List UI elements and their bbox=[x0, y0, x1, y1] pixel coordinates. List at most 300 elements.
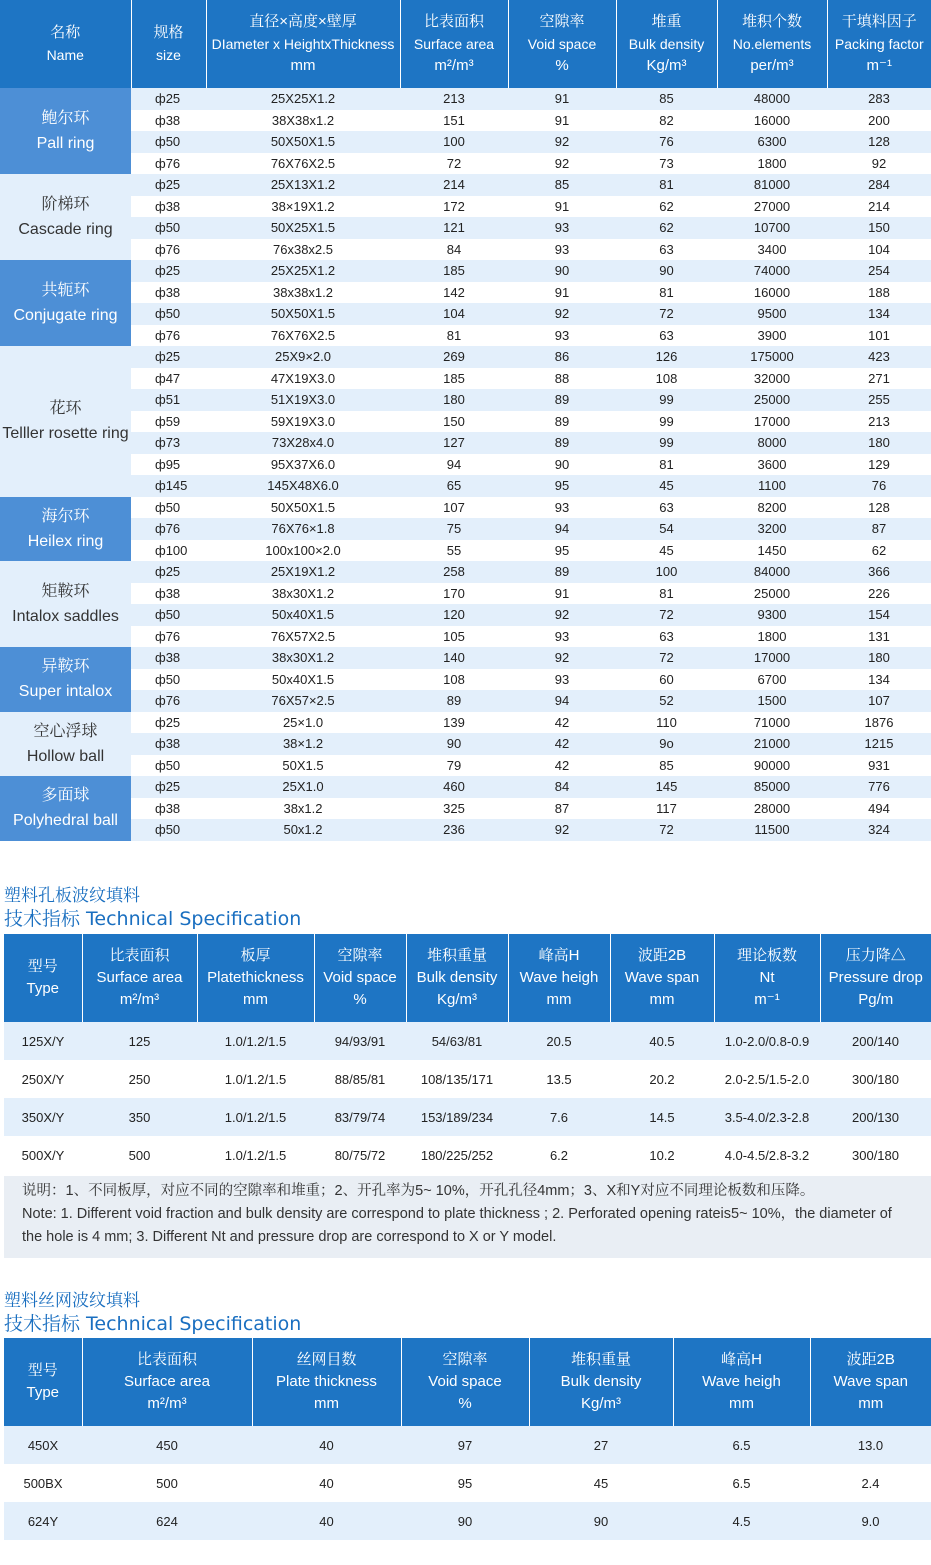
table-cell: 185 bbox=[400, 260, 508, 282]
packing-type-cn: 共轭环 bbox=[41, 282, 90, 299]
table-cell: 500X/Y bbox=[4, 1136, 82, 1174]
column-header bbox=[529, 1338, 673, 1426]
table-cell: 104 bbox=[827, 239, 931, 261]
table-cell: 200 bbox=[827, 110, 931, 132]
table-cell: 89 bbox=[508, 389, 616, 411]
section-title-wiremesh bbox=[4, 1290, 301, 1336]
table-cell: 127 bbox=[400, 432, 508, 454]
table-cell: 6300 bbox=[717, 131, 827, 153]
table-cell: 74000 bbox=[717, 260, 827, 282]
table-cell: 92 bbox=[827, 153, 931, 175]
table-cell: 75 bbox=[400, 518, 508, 540]
table-cell: 93 bbox=[508, 669, 616, 691]
table-cell: 500 bbox=[82, 1464, 252, 1502]
column-header bbox=[714, 934, 820, 1022]
packing-type-cell bbox=[0, 260, 131, 346]
table-cell: ф76 bbox=[131, 325, 206, 347]
table-cell: 97 bbox=[401, 1426, 529, 1464]
column-header bbox=[400, 0, 508, 88]
table-cell: 200/140 bbox=[820, 1022, 931, 1060]
column-header-en: Surface area bbox=[124, 1373, 210, 1390]
column-header-en: Void space bbox=[428, 1373, 502, 1390]
column-header-unit: mm bbox=[858, 1395, 884, 1412]
table-cell: 62 bbox=[616, 196, 717, 218]
column-header-unit: m²/m³ bbox=[119, 991, 160, 1008]
table-cell: 6.5 bbox=[673, 1464, 810, 1502]
column-header bbox=[82, 1338, 252, 1426]
table-cell: 93 bbox=[508, 497, 616, 519]
column-header-en: Type bbox=[26, 980, 60, 997]
table-cell: 50X1.5 bbox=[206, 755, 400, 777]
column-header-cn: 波距2B bbox=[637, 947, 687, 964]
table-cell: 258 bbox=[400, 561, 508, 583]
table-cell: 90000 bbox=[717, 755, 827, 777]
table-cell: 108 bbox=[400, 669, 508, 691]
column-header-cn: 名称 bbox=[50, 24, 81, 41]
column-header-cn: 型号 bbox=[27, 1362, 58, 1379]
column-header-cn: 理论板数 bbox=[736, 947, 797, 964]
table-cell: 1450 bbox=[717, 540, 827, 562]
table-cell: 25X1.0 bbox=[206, 776, 400, 798]
packing-type-en: Intalox saddles bbox=[12, 608, 119, 625]
table-cell: 91 bbox=[508, 583, 616, 605]
table-cell: 134 bbox=[827, 669, 931, 691]
table-cell: 460 bbox=[400, 776, 508, 798]
table-cell: 65 bbox=[400, 475, 508, 497]
table-cell: 50x40X1.5 bbox=[206, 669, 400, 691]
column-header-unit: mm bbox=[243, 991, 268, 1008]
table-row bbox=[0, 647, 931, 669]
table-cell: 42 bbox=[508, 712, 616, 734]
table-cell: 283 bbox=[827, 88, 931, 110]
table-cell: 13.0 bbox=[810, 1426, 931, 1464]
table-cell: 624Y bbox=[4, 1502, 82, 1540]
column-header-en: Type bbox=[26, 1384, 60, 1401]
column-header-en: No.elements bbox=[732, 36, 812, 52]
table-cell: ф25 bbox=[131, 346, 206, 368]
section-title-perforated bbox=[4, 885, 301, 931]
column-header bbox=[0, 0, 131, 88]
table-cell: 1500 bbox=[717, 690, 827, 712]
table-row bbox=[4, 1464, 931, 1502]
table-row bbox=[4, 1022, 931, 1060]
table-cell: 284 bbox=[827, 174, 931, 196]
table-cell: 92 bbox=[508, 153, 616, 175]
table-row bbox=[0, 583, 931, 605]
table-cell: 3.5-4.0/2.3-2.8 bbox=[714, 1098, 820, 1136]
table-cell: 107 bbox=[400, 497, 508, 519]
column-header-unit: Kg/m³ bbox=[436, 991, 477, 1008]
table-row bbox=[0, 88, 931, 110]
table-cell: 325 bbox=[400, 798, 508, 820]
table-cell: 120 bbox=[400, 604, 508, 626]
table-row bbox=[0, 755, 931, 777]
table-cell: 8200 bbox=[717, 497, 827, 519]
column-header-en: DIameter x HeightxThickness bbox=[211, 36, 395, 52]
table-cell: 125X/Y bbox=[4, 1022, 82, 1060]
table-row bbox=[0, 217, 931, 239]
table-cell: 117 bbox=[616, 798, 717, 820]
table-cell: 450X bbox=[4, 1426, 82, 1464]
table-cell: 1800 bbox=[717, 153, 827, 175]
table-row bbox=[4, 1426, 931, 1464]
table-cell: 91 bbox=[508, 196, 616, 218]
table-row bbox=[0, 432, 931, 454]
table-cell: ф25 bbox=[131, 712, 206, 734]
table-cell: 350 bbox=[82, 1098, 197, 1136]
packing-type-cn: 空心浮球 bbox=[33, 722, 98, 740]
table-cell: 17000 bbox=[717, 411, 827, 433]
column-header-unit: mm bbox=[314, 1395, 339, 1412]
table-cell: 100x100×2.0 bbox=[206, 540, 400, 562]
table-cell: 52 bbox=[616, 690, 717, 712]
column-header-cn: 空隙率 bbox=[337, 947, 383, 964]
column-header bbox=[820, 934, 931, 1022]
table-cell: 108 bbox=[616, 368, 717, 390]
table-cell: 269 bbox=[400, 346, 508, 368]
table-cell: 213 bbox=[827, 411, 931, 433]
table-cell: 76x38x2.5 bbox=[206, 239, 400, 261]
column-header-en: size bbox=[156, 47, 181, 63]
column-header-unit: m²/m³ bbox=[434, 57, 474, 74]
table-cell: 99 bbox=[616, 432, 717, 454]
table-cell: 450 bbox=[82, 1426, 252, 1464]
table-cell: 151 bbox=[400, 110, 508, 132]
table-cell: 91 bbox=[508, 88, 616, 110]
table-cell: 20.2 bbox=[610, 1060, 714, 1098]
table-row bbox=[0, 368, 931, 390]
packing-type-cn: 鲍尔环 bbox=[41, 110, 90, 127]
table-cell: 21000 bbox=[717, 733, 827, 755]
table-cell: 17000 bbox=[717, 647, 827, 669]
column-header-unit: m⁻¹ bbox=[866, 57, 892, 74]
column-header bbox=[252, 1338, 401, 1426]
table-cell: 72 bbox=[616, 647, 717, 669]
table-cell: 9300 bbox=[717, 604, 827, 626]
table-cell: 126 bbox=[616, 346, 717, 368]
table-cell: 76 bbox=[616, 131, 717, 153]
table-cell: 50x1.2 bbox=[206, 819, 400, 841]
table-cell: 76 bbox=[827, 475, 931, 497]
table-cell: 3900 bbox=[717, 325, 827, 347]
table-cell: 81 bbox=[616, 282, 717, 304]
column-header-cn: 空隙率 bbox=[539, 13, 585, 30]
table-cell: 85 bbox=[616, 88, 717, 110]
table-cell: ф95 bbox=[131, 454, 206, 476]
table-cell: 271 bbox=[827, 368, 931, 390]
table-cell: 236 bbox=[400, 819, 508, 841]
table-row bbox=[0, 153, 931, 175]
table-cell: 51X19X3.0 bbox=[206, 389, 400, 411]
packing-type-cn: 海尔环 bbox=[41, 507, 90, 525]
section-subtitle: 技术指标 Technical Specification bbox=[4, 908, 302, 930]
table-cell: 72 bbox=[616, 303, 717, 325]
column-header bbox=[810, 1338, 931, 1426]
table-cell: ф38 bbox=[131, 583, 206, 605]
table-cell: 6.5 bbox=[673, 1426, 810, 1464]
table-cell: 50X25X1.5 bbox=[206, 217, 400, 239]
table-cell: 180 bbox=[827, 432, 931, 454]
table-cell: 500BX bbox=[4, 1464, 82, 1502]
table-cell: 76X57X2.5 bbox=[206, 626, 400, 648]
column-header-en: Wave heigh bbox=[702, 1373, 781, 1390]
table-cell: 128 bbox=[827, 497, 931, 519]
table-cell: 63 bbox=[616, 626, 717, 648]
table-cell: 91 bbox=[508, 282, 616, 304]
table-cell: ф59 bbox=[131, 411, 206, 433]
table-cell: ф25 bbox=[131, 174, 206, 196]
column-header bbox=[197, 934, 314, 1022]
table-cell: 11500 bbox=[717, 819, 827, 841]
table-row bbox=[0, 239, 931, 261]
table-row bbox=[0, 110, 931, 132]
table-cell: 93 bbox=[508, 325, 616, 347]
table-cell: 104 bbox=[400, 303, 508, 325]
column-header bbox=[508, 934, 610, 1022]
table-cell: 16000 bbox=[717, 282, 827, 304]
column-header bbox=[4, 934, 82, 1022]
table-row bbox=[0, 411, 931, 433]
packing-type-cell bbox=[0, 561, 131, 647]
table-cell: 14.5 bbox=[610, 1098, 714, 1136]
column-header-unit: % bbox=[458, 1395, 472, 1412]
table-cell: 84 bbox=[508, 776, 616, 798]
table-cell: 25X9×2.0 bbox=[206, 346, 400, 368]
column-header-cn: 比表面积 bbox=[423, 13, 484, 30]
table-cell: ф73 bbox=[131, 432, 206, 454]
table-cell: 55 bbox=[400, 540, 508, 562]
section-title-cn: 塑料丝网波纹填料 bbox=[4, 1291, 140, 1311]
notes-box bbox=[4, 1176, 931, 1258]
table-cell: 85000 bbox=[717, 776, 827, 798]
table-row bbox=[0, 776, 931, 798]
table-cell: 13.5 bbox=[508, 1060, 610, 1098]
table-cell: ф51 bbox=[131, 389, 206, 411]
table-cell: 50X50X1.5 bbox=[206, 303, 400, 325]
table-cell: 50X50X1.5 bbox=[206, 497, 400, 519]
column-header-en: Bulk density bbox=[628, 36, 705, 52]
table-cell: 93 bbox=[508, 217, 616, 239]
table-cell: 180/225/252 bbox=[406, 1136, 508, 1174]
table-cell: 95 bbox=[401, 1464, 529, 1502]
column-header-unit: Kg/m³ bbox=[580, 1395, 621, 1412]
table-row bbox=[4, 1060, 931, 1098]
table-cell: 45 bbox=[529, 1464, 673, 1502]
table-cell: 140 bbox=[400, 647, 508, 669]
table-cell: 1.0/1.2/1.5 bbox=[197, 1136, 314, 1174]
table-cell: 60 bbox=[616, 669, 717, 691]
table-cell: 94 bbox=[508, 690, 616, 712]
table-cell: 94 bbox=[508, 518, 616, 540]
table-cell: 324 bbox=[827, 819, 931, 841]
packing-type-en: Hollow ball bbox=[26, 747, 105, 765]
column-header-unit: m²/m³ bbox=[147, 1395, 187, 1412]
table-cell: 90 bbox=[401, 1502, 529, 1540]
table-cell: 150 bbox=[400, 411, 508, 433]
table-cell: 73X28x4.0 bbox=[206, 432, 400, 454]
column-header bbox=[131, 0, 206, 88]
column-header bbox=[4, 1338, 82, 1426]
table-cell: 25X25X1.2 bbox=[206, 88, 400, 110]
table-cell: 145 bbox=[616, 776, 717, 798]
column-header-unit: mm bbox=[290, 57, 316, 74]
table-cell: 108/135/171 bbox=[406, 1060, 508, 1098]
table-cell: 92 bbox=[508, 131, 616, 153]
table-cell: 175000 bbox=[717, 346, 827, 368]
table-cell: 4.0-4.5/2.8-3.2 bbox=[714, 1136, 820, 1174]
table-cell: ф38 bbox=[131, 196, 206, 218]
table-cell: 38x38x1.2 bbox=[206, 282, 400, 304]
table-cell: 54/63/81 bbox=[406, 1022, 508, 1060]
table-cell: 145X48X6.0 bbox=[206, 475, 400, 497]
table-row bbox=[0, 540, 931, 562]
packing-type-en: Heilex ring bbox=[27, 532, 104, 550]
table-cell: 170 bbox=[400, 583, 508, 605]
column-header-cn: 堆积重量 bbox=[426, 947, 487, 964]
packing-type-en: Polyhedral ball bbox=[13, 812, 118, 830]
table-cell: 45 bbox=[616, 540, 717, 562]
table-cell: 1215 bbox=[827, 733, 931, 755]
table-cell: ф38 bbox=[131, 282, 206, 304]
table-cell: 25×1.0 bbox=[206, 712, 400, 734]
table-cell: 82 bbox=[616, 110, 717, 132]
table-cell: 89 bbox=[508, 411, 616, 433]
table-cell: 76X76×1.8 bbox=[206, 518, 400, 540]
column-header-cn: 比表面积 bbox=[136, 1351, 197, 1368]
table-cell: 59X19X3.0 bbox=[206, 411, 400, 433]
table-cell: 9o bbox=[616, 733, 717, 755]
table-cell: 73 bbox=[616, 153, 717, 175]
table-cell: 38x30X1.2 bbox=[206, 647, 400, 669]
table-row bbox=[4, 1502, 931, 1540]
table-cell: 40.5 bbox=[610, 1022, 714, 1060]
table-cell: 9500 bbox=[717, 303, 827, 325]
packing-type-cell bbox=[0, 346, 131, 497]
table-cell: 9.0 bbox=[810, 1502, 931, 1540]
table-cell: 1.0/1.2/1.5 bbox=[197, 1022, 314, 1060]
table-cell: 105 bbox=[400, 626, 508, 648]
table-cell: 91 bbox=[508, 110, 616, 132]
table-cell: 776 bbox=[827, 776, 931, 798]
table-cell: 254 bbox=[827, 260, 931, 282]
table-cell: 129 bbox=[827, 454, 931, 476]
wire-mesh-spec-table bbox=[4, 1338, 931, 1540]
table-row bbox=[0, 669, 931, 691]
table-cell: 1100 bbox=[717, 475, 827, 497]
table-cell: ф25 bbox=[131, 561, 206, 583]
column-header bbox=[717, 0, 827, 88]
table-cell: 10.2 bbox=[610, 1136, 714, 1174]
column-header-unit: mm bbox=[546, 991, 572, 1008]
table-row bbox=[0, 690, 931, 712]
table-cell: 20.5 bbox=[508, 1022, 610, 1060]
table-cell: 50x40X1.5 bbox=[206, 604, 400, 626]
table-cell: ф47 bbox=[131, 368, 206, 390]
table-cell: 81 bbox=[616, 174, 717, 196]
table-cell: ф76 bbox=[131, 626, 206, 648]
column-header-en: Wave span bbox=[833, 1373, 908, 1390]
packing-type-cn: 多面球 bbox=[41, 787, 90, 805]
column-header-en: Bulk density bbox=[560, 1373, 642, 1390]
table-cell: 38x30X1.2 bbox=[206, 583, 400, 605]
table-cell: 121 bbox=[400, 217, 508, 239]
packing-type-cell bbox=[0, 712, 131, 777]
table-cell: 99 bbox=[616, 411, 717, 433]
table-cell: 8000 bbox=[717, 432, 827, 454]
section-subtitle: 技术指标 Technical Specification bbox=[4, 1313, 302, 1335]
table-cell: 63 bbox=[616, 497, 717, 519]
table-cell: 95 bbox=[508, 475, 616, 497]
table-cell: 92 bbox=[508, 647, 616, 669]
table-cell: 94 bbox=[400, 454, 508, 476]
table-cell: 40 bbox=[252, 1502, 401, 1540]
table-cell: ф76 bbox=[131, 153, 206, 175]
table-cell: 42 bbox=[508, 755, 616, 777]
table-cell: 42 bbox=[508, 733, 616, 755]
packing-type-cell bbox=[0, 174, 131, 260]
column-header-cn: 波距2B bbox=[846, 1351, 895, 1368]
table-cell: 81000 bbox=[717, 174, 827, 196]
table-cell: 494 bbox=[827, 798, 931, 820]
table-row bbox=[0, 454, 931, 476]
table-row bbox=[0, 346, 931, 368]
packing-type-en: Telller rosette ring bbox=[2, 425, 129, 443]
table-row bbox=[0, 389, 931, 411]
table-cell: 25X13X1.2 bbox=[206, 174, 400, 196]
column-header-cn: 型号 bbox=[27, 958, 58, 975]
column-header-cn: 干填料因子 bbox=[841, 13, 917, 30]
table-cell: 92 bbox=[508, 303, 616, 325]
table-cell: 54 bbox=[616, 518, 717, 540]
table-cell: 84 bbox=[400, 239, 508, 261]
table-cell: 7.6 bbox=[508, 1098, 610, 1136]
column-header-cn: 堆积重量 bbox=[570, 1351, 631, 1368]
column-header bbox=[610, 934, 714, 1022]
table-cell: 47X19X3.0 bbox=[206, 368, 400, 390]
column-header bbox=[314, 934, 406, 1022]
column-header-en: Nt bbox=[759, 969, 775, 986]
column-header bbox=[82, 934, 197, 1022]
table-row bbox=[0, 196, 931, 218]
table-row bbox=[0, 561, 931, 583]
table-cell: 1800 bbox=[717, 626, 827, 648]
table-cell: ф38 bbox=[131, 798, 206, 820]
column-header-unit: % bbox=[353, 991, 367, 1008]
table-cell: 350X/Y bbox=[4, 1098, 82, 1136]
column-header-en: Pressure drop bbox=[828, 969, 923, 986]
column-header-cn: 堆积个数 bbox=[741, 13, 802, 30]
column-header-cn: 空隙率 bbox=[442, 1351, 488, 1368]
column-header-cn: 峰高H bbox=[721, 1351, 762, 1368]
table-cell: 88 bbox=[508, 368, 616, 390]
table-cell: 63 bbox=[616, 239, 717, 261]
table-cell: 27 bbox=[529, 1426, 673, 1464]
column-header-en: Void space bbox=[323, 969, 397, 986]
packing-type-cn: 花环 bbox=[49, 400, 82, 418]
table-cell: 150 bbox=[827, 217, 931, 239]
table-cell: 62 bbox=[827, 540, 931, 562]
packing-type-cell bbox=[0, 497, 131, 562]
table-cell: 153/189/234 bbox=[406, 1098, 508, 1136]
packing-type-cell bbox=[0, 776, 131, 841]
table-cell: 154 bbox=[827, 604, 931, 626]
table-cell: 87 bbox=[827, 518, 931, 540]
note-en: Note: 1. Different void fraction and bulk density are correspond to plate thickness ; 2. Perforated opening rateis5~ 10%，the diameter of the hole is 4 mm; 3. Different Nt and pressure drop are correspond to X or Y model. bbox=[22, 1206, 892, 1245]
table-row bbox=[0, 604, 931, 626]
column-header-en: Packing factor bbox=[834, 36, 924, 52]
table-cell: 3200 bbox=[717, 518, 827, 540]
table-cell: 125 bbox=[82, 1022, 197, 1060]
